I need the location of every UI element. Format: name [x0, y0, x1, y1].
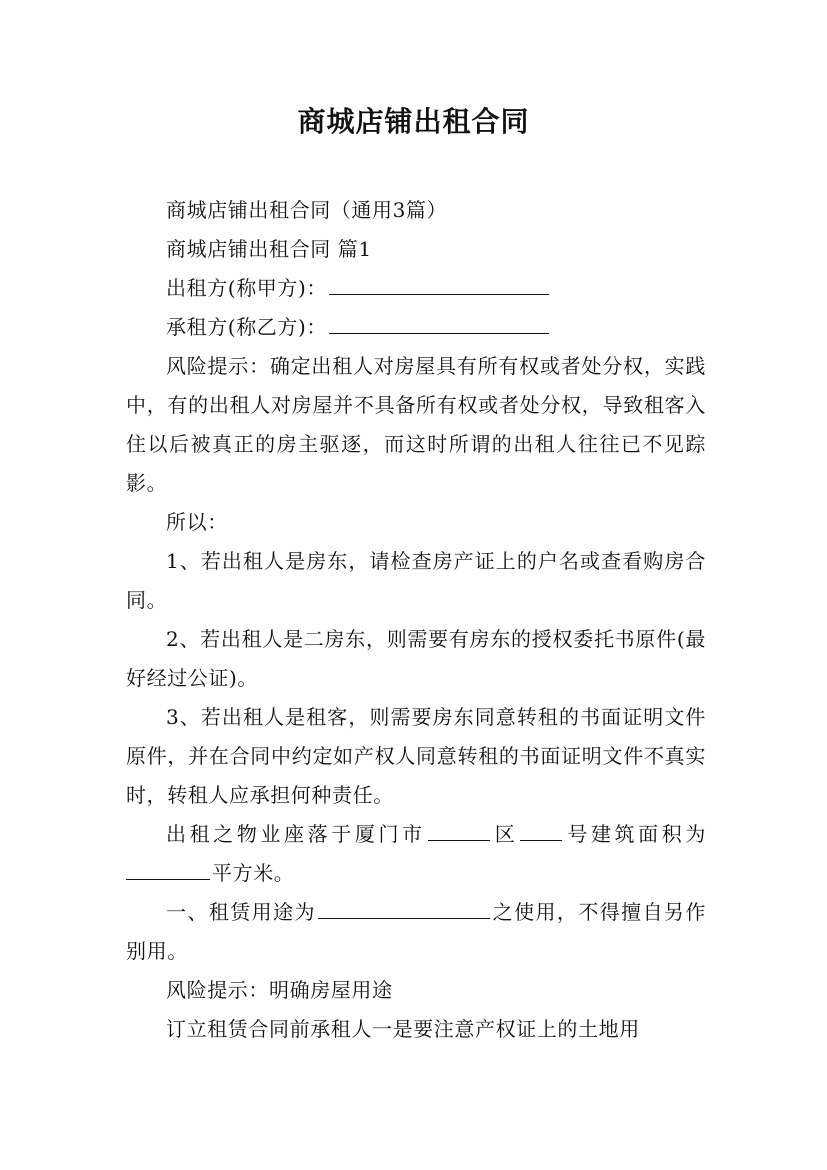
location-text-3: 号建筑面积为 [564, 822, 706, 846]
usage-text-1: 一、租赁用途为 [166, 900, 316, 924]
list-item-2: 2、若出租人是二房东，则需要有房东的授权委托书原件(最好经过公证)。 [126, 627, 706, 690]
document-subtitle: 商城店铺出租合同（通用3篇） [166, 198, 448, 222]
risk-tip-usage: 风险提示：明确房屋用途 [166, 978, 393, 1002]
list-item-1: 1、若出租人是房东，请检查房产证上的户名或查看购房合同。 [126, 549, 706, 612]
lessee-blank [329, 309, 549, 334]
final-paragraph: 订立租赁合同前承租人一是要注意产权证上的土地用 [166, 1017, 640, 1041]
lessor-label: 出租方(称甲方)： [166, 276, 328, 300]
document-body [126, 191, 706, 1049]
risk-tip-paragraph: 风险提示：确定出租人对房屋具有所有权或者处分权，实践中，有的出租人对房屋并不具备所有权或者处分权，导致租客入住以后被真正的房主驱逐，而这时所谓的出租人往往已不见踪影。 [126, 354, 706, 495]
therefore-paragraph: 所以： [166, 510, 228, 534]
usage-paragraph [126, 893, 706, 971]
location-text-1: 出租之物业座落于厦门市 [166, 822, 426, 846]
document-title: 商城店铺出租合同 [297, 105, 530, 138]
usage-text-2: 之使用，不得擅自另作别用。 [126, 900, 707, 963]
number-blank [520, 816, 562, 841]
section-heading: 商城店铺出租合同 篇1 [166, 237, 372, 261]
area-blank [126, 855, 210, 880]
lessee-line [126, 308, 706, 347]
district-blank [428, 816, 490, 841]
usage-blank [318, 894, 490, 919]
lessor-line [126, 269, 706, 308]
location-text-2: 区 [491, 822, 519, 846]
lessor-blank [329, 270, 549, 295]
list-item-3: 3、若出租人是租客，则需要房东同意转租的书面证明文件原件，并在合同中约定如产权人同意转租的书面证明文件不真实时，转租人应承担何种责任。 [126, 705, 706, 807]
location-paragraph [126, 815, 706, 893]
location-text-4: 平方米。 [212, 861, 295, 885]
lessee-label: 承租方(称乙方)： [166, 315, 328, 339]
